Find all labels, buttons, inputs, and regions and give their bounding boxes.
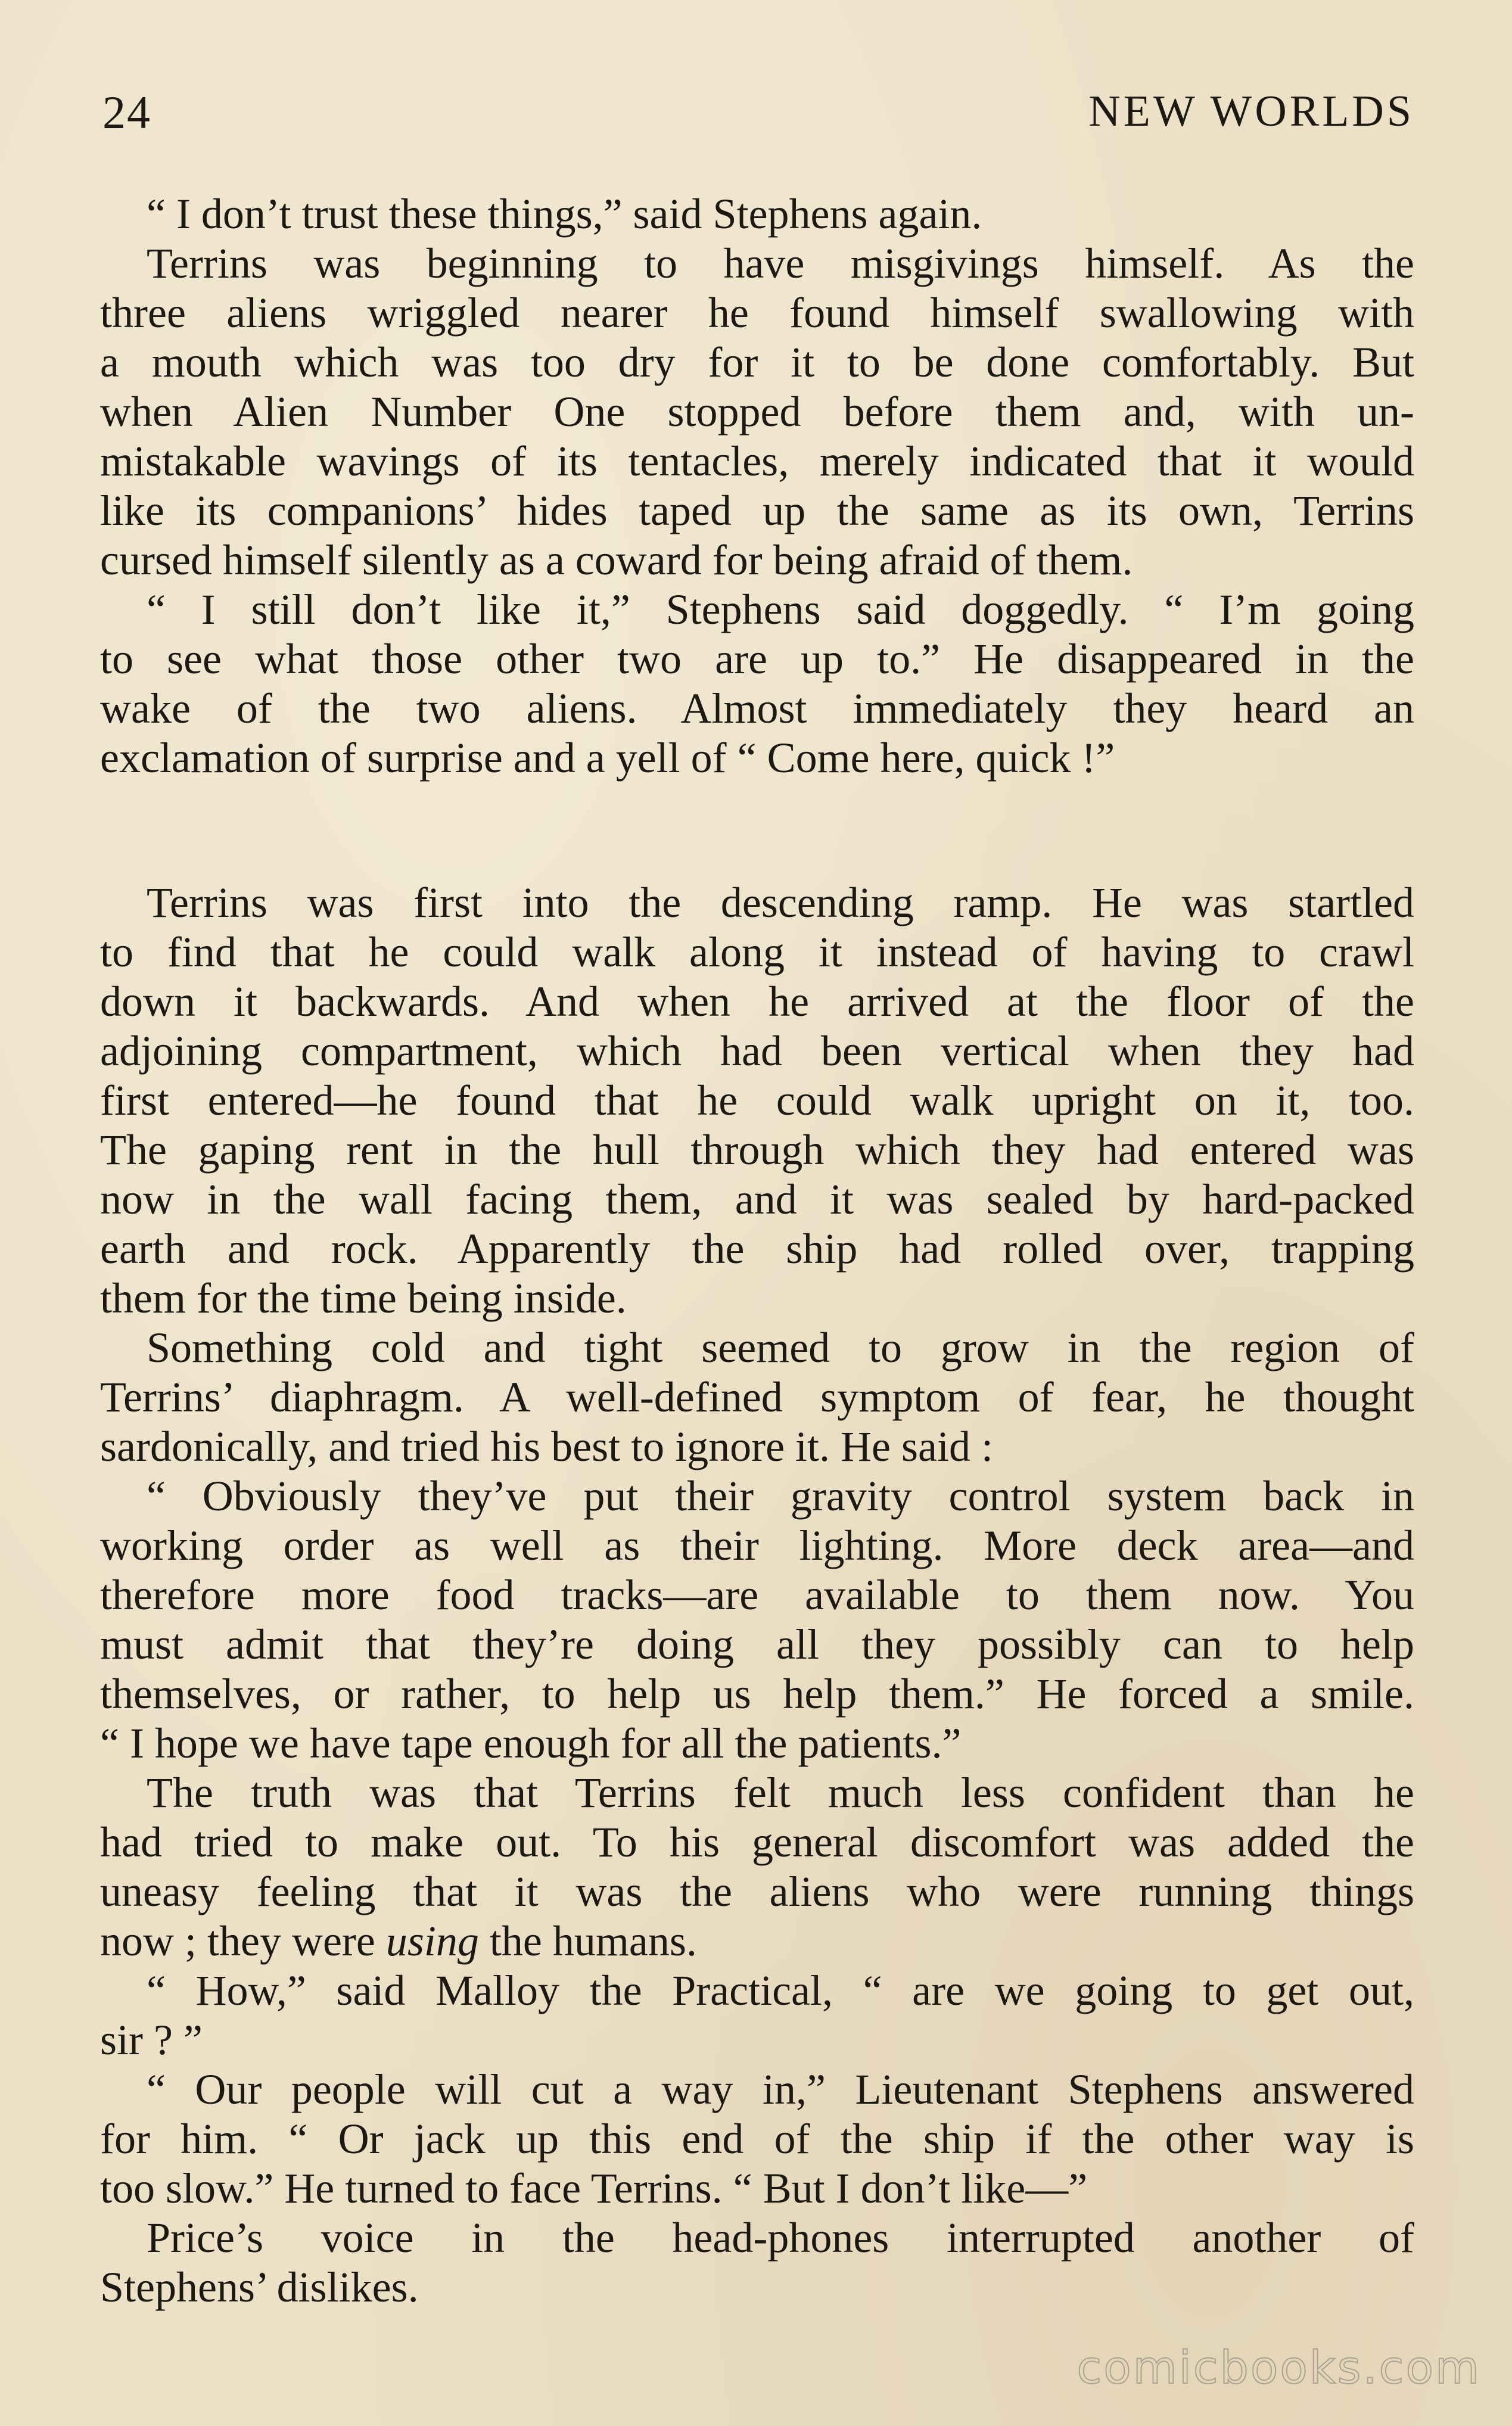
- text-line: “ I hope we have tape enough for all the patients.”: [100, 1719, 962, 1767]
- text-line: “ Our people will cut a way in,” Lieutenant Stephens answered: [147, 2066, 1414, 2113]
- text-line: The truth was that Terrins felt much less confident than he: [147, 1769, 1414, 1817]
- text-line: Something cold and tight seemed to grow in the region of: [147, 1324, 1414, 1371]
- text-line: Price’s voice in the head-phones interrupted another of: [147, 2214, 1414, 2262]
- text-line: Terrins was beginning to have misgivings himself. As the: [147, 240, 1414, 287]
- text-line: like its companions’ hides taped up the same as its own, Terrins: [100, 487, 1414, 534]
- text-line: exclamation of surprise and a yell of “ Come here, quick !”: [100, 734, 1115, 782]
- text-line: sardonically, and tried his best to ignore it. He said :: [100, 1423, 993, 1470]
- text-line: now ; they were using the humans.: [100, 1917, 697, 1965]
- text-line: adjoining compartment, which had been vertical when they had: [100, 1027, 1414, 1075]
- text-line: cursed himself silently as a coward for being afraid of them.: [100, 536, 1133, 584]
- text-line: Terrins was first into the descending ramp. He was startled: [147, 879, 1414, 926]
- text-line: uneasy feeling that it was the aliens who were running things: [100, 1868, 1414, 1915]
- text-line: three aliens wriggled nearer he found himself swallowing with: [100, 289, 1414, 337]
- running-head: NEW WORLDS: [1088, 87, 1414, 136]
- text-line: now in the wall facing them, and it was sealed by hard-packed: [100, 1175, 1414, 1223]
- text-line: Terrins’ diaphragm. A well-defined symptom of fear, he thought: [100, 1373, 1414, 1421]
- text-line: to find that he could walk along it instead of having to crawl: [100, 928, 1414, 976]
- watermark-logo: comicbooks.com: [1077, 2341, 1481, 2394]
- text-line: down it backwards. And when he arrived at the floor of the: [100, 978, 1414, 1025]
- text-line: “ How,” said Malloy the Practical, “ are we going to get out,: [147, 1967, 1414, 2014]
- text-line: sir ? ”: [100, 2016, 203, 2064]
- text-line: to see what those other two are up to.” He disappeared in the: [100, 635, 1414, 683]
- text-section-1: [100, 189, 1414, 783]
- text-line: must admit that they’re doing all they possibly can to help: [100, 1621, 1414, 1668]
- text-line: a mouth which was too dry for it to be done comfortably. But: [100, 338, 1414, 386]
- text-line: themselves, or rather, to help us help them.” He forced a smile.: [100, 1670, 1414, 1718]
- text-line: therefore more food tracks—are available to them now. You: [100, 1571, 1414, 1619]
- text-section-2: [100, 878, 1414, 2312]
- text-line: too slow.” He turned to face Terrins. “ But I don’t like—”: [100, 2164, 1088, 2212]
- text-line: The gaping rent in the hull through which they had entered was: [100, 1126, 1414, 1174]
- text-line: working order as well as their lighting. More deck area—and: [100, 1522, 1414, 1569]
- text-line: wake of the two aliens. Almost immediately they heard an: [100, 685, 1414, 732]
- text-line: mistakable wavings of its tentacles, merely indicated that it would: [100, 437, 1414, 485]
- text-line: had tried to make out. To his general discomfort was added the: [100, 1818, 1414, 1866]
- text-line: “ I don’t trust these things,” said Stephens again.: [147, 190, 982, 238]
- text-line: earth and rock. Apparently the ship had rolled over, trapping: [100, 1225, 1414, 1273]
- text-line: “ Obviously they’ve put their gravity control system back in: [147, 1472, 1414, 1520]
- text-line: Stephens’ dislikes.: [100, 2263, 419, 2311]
- text-line: them for the time being inside.: [100, 1274, 627, 1322]
- text-line: when Alien Number One stopped before them and, with un-: [100, 388, 1414, 436]
- text-line: “ I still don’t like it,” Stephens said doggedly. “ I’m going: [147, 586, 1414, 633]
- text-line: first entered—he found that he could walk upright on it, too.: [100, 1077, 1414, 1124]
- page-number: 24: [102, 86, 151, 138]
- text-line: for him. “ Or jack up this end of the ship if the other way is: [100, 2115, 1414, 2163]
